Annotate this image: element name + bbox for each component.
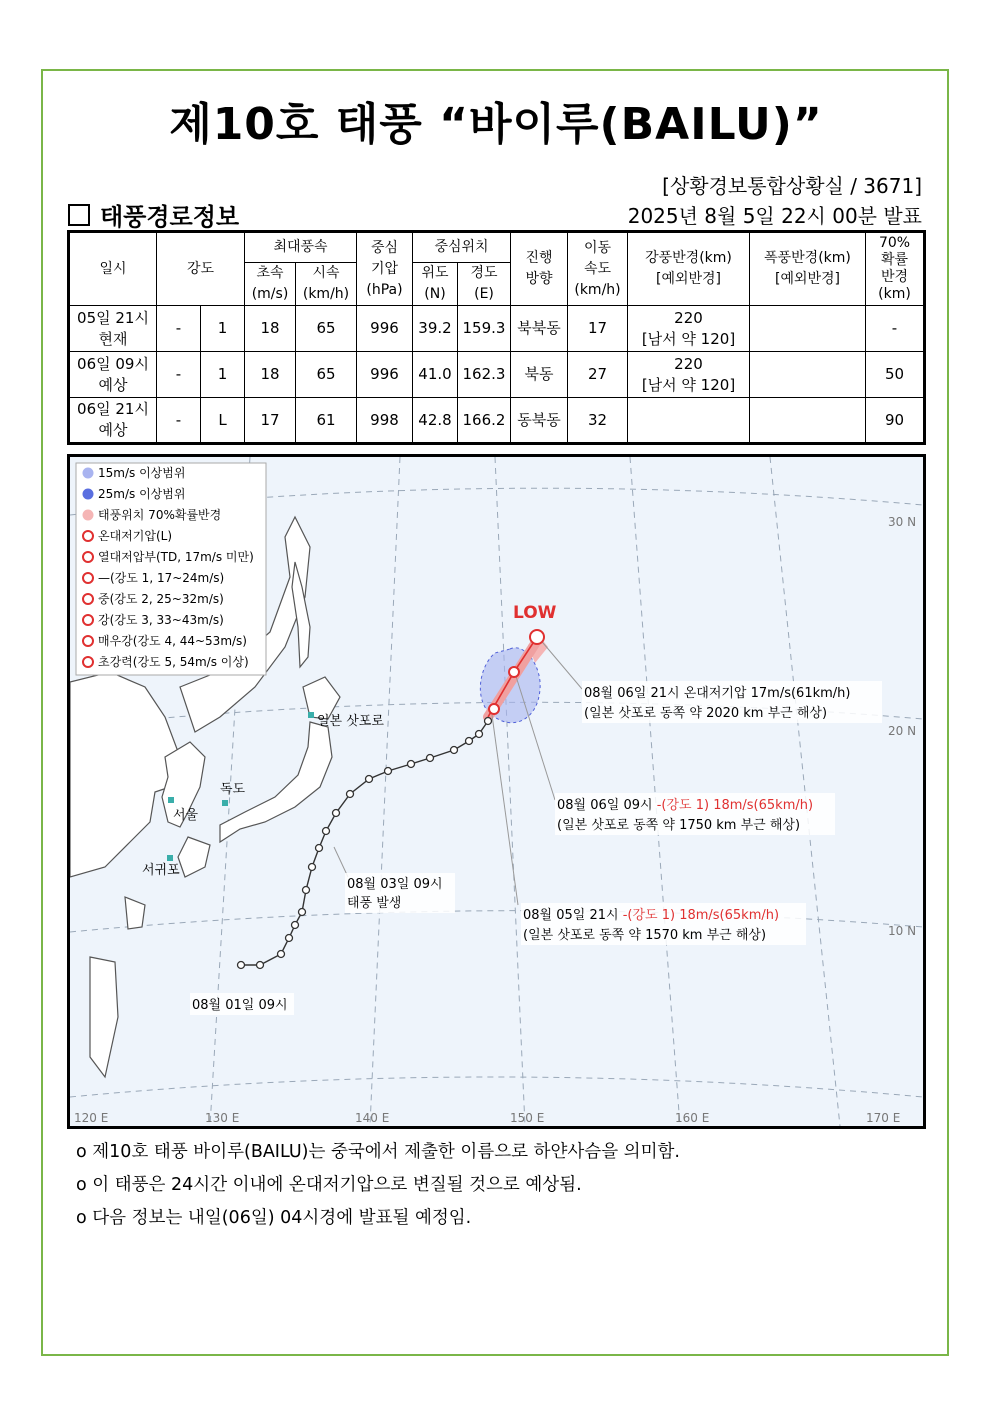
table-row xyxy=(69,398,925,444)
blue-circle xyxy=(83,489,93,499)
cell-time-date: 06일 21시 xyxy=(77,400,149,418)
blue-light-circle xyxy=(83,468,93,478)
seoul-label: 서울 xyxy=(173,808,199,823)
lat-label-10: 10 N xyxy=(888,924,917,938)
low-marker-icon xyxy=(530,630,544,644)
header-strong-wind-line2: [예외반경] xyxy=(655,271,722,287)
track-point xyxy=(323,828,330,835)
header-time: 일시 xyxy=(69,232,157,306)
cell-storm-wind xyxy=(750,352,866,398)
header-storm-wind xyxy=(750,232,866,306)
track-point xyxy=(278,951,285,958)
cell-wind-ms: 18 xyxy=(245,306,296,352)
cell-pressure: 998 xyxy=(357,398,413,444)
track-point xyxy=(299,909,306,916)
cell-strong-wind xyxy=(628,398,750,444)
lat-label-30: 30 N xyxy=(888,515,917,529)
track-point xyxy=(466,738,473,745)
typhoon-info-table xyxy=(67,230,926,445)
cell-time xyxy=(69,306,157,352)
note-line: o 제10호 태풍 바이루(BAILU)는 중국에서 제출한 이름으로 하얀사슴을 의미함. xyxy=(76,1142,680,1162)
cell-size: - xyxy=(157,352,201,398)
legend-label: 매우강(강도 4, 44~53m/s) xyxy=(98,634,247,648)
header-storm-wind-line2: [예외반경] xyxy=(774,271,841,287)
cell-lat: 42.8 xyxy=(413,398,458,444)
header-lat-unit: (N) xyxy=(424,286,446,302)
annotation-3-line1 xyxy=(523,907,779,923)
note-line: o 이 태풍은 24시간 이내에 온대저기압으로 변질될 것으로 예상됨. xyxy=(76,1175,582,1195)
cell-direction: 북동 xyxy=(511,352,568,398)
extratropical-low-icon xyxy=(83,531,93,541)
header-probability xyxy=(866,232,925,306)
cell-wind-kmh: 61 xyxy=(296,398,357,444)
cell-lon: 159.3 xyxy=(458,306,511,352)
track-point xyxy=(366,776,373,783)
cell-lon: 166.2 xyxy=(458,398,511,444)
dokdo-marker xyxy=(222,800,228,806)
cell-probability: - xyxy=(866,306,925,352)
annotation-2-time: 08월 06일 09시 xyxy=(557,798,657,813)
track-point xyxy=(408,761,415,768)
typhoon-super-icon xyxy=(83,657,93,667)
section-heading xyxy=(68,197,239,232)
track-point xyxy=(451,747,458,754)
cell-speed: 27 xyxy=(568,352,628,398)
header-intensity: 강도 xyxy=(157,232,245,306)
cell-pressure: 996 xyxy=(357,306,413,352)
cell-time-status: 현재 xyxy=(98,329,128,348)
header-direction-line2: 방향 xyxy=(525,271,553,287)
seogwipo-label: 서귀포 xyxy=(142,863,180,878)
header-strong-wind-line1: 강풍반경(km) xyxy=(645,250,732,266)
current-position-marker xyxy=(489,704,499,714)
header-pressure-line2: 기압 xyxy=(370,260,399,277)
pink-circle xyxy=(83,510,93,520)
cell-intensity: L xyxy=(201,398,245,444)
legend-label: 25m/s 이상범위 xyxy=(98,487,186,501)
table-row xyxy=(69,352,925,398)
track-point xyxy=(303,887,310,894)
annotation-1-line1: 08월 06일 21시 온대저기압 17m/s(61km/h) xyxy=(584,686,851,701)
annotation-2-line1 xyxy=(557,797,813,813)
lon-label-160: 160 E xyxy=(675,1111,710,1125)
header-wind-kmh xyxy=(296,263,357,306)
legend-label: 15m/s 이상범위 xyxy=(98,466,186,480)
track-point xyxy=(333,810,340,817)
map-legend xyxy=(76,463,266,675)
cell-strong-wind-value: 220 xyxy=(674,354,703,373)
typhoon-track-map xyxy=(67,454,926,1129)
lon-label-140: 140 E xyxy=(355,1111,390,1125)
cell-wind-ms: 17 xyxy=(245,398,296,444)
seoul-marker xyxy=(168,797,174,803)
cell-lon: 162.3 xyxy=(458,352,511,398)
cell-storm-wind xyxy=(750,306,866,352)
header-speed-line2: 속도 xyxy=(583,260,612,277)
cell-size: - xyxy=(157,306,201,352)
announce-time: 2025년 8월 5일 22시 00분 발표 xyxy=(627,204,922,228)
annotation-3-intensity: -(강도 1) 18m/s(65km/h) xyxy=(622,908,780,923)
header-direction-line1: 진행 xyxy=(525,250,553,266)
cell-probability: 90 xyxy=(866,398,925,444)
lon-label-120: 120 E xyxy=(74,1111,109,1125)
legend-label: 태풍위치 70%확률반경 xyxy=(98,508,222,522)
seogwipo-marker xyxy=(167,855,173,861)
cell-time-status: 예상 xyxy=(98,421,128,439)
track-point xyxy=(257,962,264,969)
cell-strong-wind-value: 220 xyxy=(674,308,703,327)
track-point xyxy=(286,935,293,942)
header-wind-kmh-label: 시속 xyxy=(312,265,340,281)
header-wind-ms-label: 초속 xyxy=(256,265,284,281)
checkbox-icon xyxy=(68,204,90,226)
track-point xyxy=(309,864,316,871)
cell-speed: 17 xyxy=(568,306,628,352)
header-wind-kmh-unit: (km/h) xyxy=(302,286,350,302)
cell-lat: 41.0 xyxy=(413,352,458,398)
cell-storm-wind xyxy=(750,398,866,444)
cell-intensity: 1 xyxy=(201,306,245,352)
cell-strong-wind-sub: [남서 약 120] xyxy=(641,329,736,348)
annotation-3-line2: (일본 삿포로 동쪽 약 1570 km 부근 해상) xyxy=(523,928,767,943)
header-max-wind: 최대풍속 xyxy=(245,232,357,263)
legend-label: 초강력(강도 5, 54m/s 이상) xyxy=(98,655,249,669)
header-lon-label: 경도 xyxy=(470,265,498,281)
typhoon-moderate-icon xyxy=(83,594,93,604)
track-point xyxy=(427,755,434,762)
track-point xyxy=(347,791,354,798)
annotation-2-line2: (일본 삿포로 동쪽 약 1750 km 부근 해상) xyxy=(557,818,801,833)
track-point xyxy=(385,768,392,775)
header-pressure xyxy=(357,232,413,306)
cell-wind-kmh: 65 xyxy=(296,352,357,398)
cell-direction: 북북동 xyxy=(511,306,568,352)
header-lat-label: 위도 xyxy=(421,265,449,281)
lon-label-130: 130 E xyxy=(205,1111,240,1125)
cell-time xyxy=(69,398,157,444)
legend-label: 온대저기압(L) xyxy=(98,529,173,543)
header-speed xyxy=(568,232,628,306)
cell-size: - xyxy=(157,398,201,444)
table-row xyxy=(69,306,925,352)
typhoon-strong-icon xyxy=(83,615,93,625)
cell-wind-ms: 18 xyxy=(245,352,296,398)
header-wind-ms-unit: (m/s) xyxy=(251,286,289,302)
header-wind-ms xyxy=(245,263,296,306)
notes xyxy=(76,1136,680,1235)
annotation-4-line1: 08월 03일 09시 xyxy=(347,877,443,892)
header-prob-line3: 반경 xyxy=(880,269,909,285)
legend-label: 열대저압부(TD, 17m/s 미만) xyxy=(98,550,254,564)
low-label: LOW xyxy=(513,603,557,623)
sapporo-label: 일본 삿포로 xyxy=(317,714,384,729)
header-prob-line1: 70% xyxy=(878,235,911,251)
cell-strong-wind-sub: [남서 약 120] xyxy=(641,375,736,394)
cell-speed: 32 xyxy=(568,398,628,444)
legend-label: 강(강도 3, 33~43m/s) xyxy=(98,613,224,627)
header-speed-unit: (km/h) xyxy=(574,281,621,298)
lat-label-20: 20 N xyxy=(888,724,917,738)
header-lon-unit: (E) xyxy=(474,286,494,302)
page-title: 제10호 태풍 “바이루(BAILU)” xyxy=(169,99,823,150)
cell-wind-kmh: 65 xyxy=(296,306,357,352)
typhoon-very-strong-icon xyxy=(83,636,93,646)
section-title: 태풍경로정보 xyxy=(100,203,240,231)
track-point xyxy=(238,962,245,969)
lon-label-170: 170 E xyxy=(866,1111,901,1125)
track-point xyxy=(476,731,483,738)
typhoon-weak-icon xyxy=(83,573,93,583)
header-direction xyxy=(511,232,568,306)
lon-label-150: 150 E xyxy=(510,1111,545,1125)
cell-intensity: 1 xyxy=(201,352,245,398)
cell-strong-wind xyxy=(628,352,750,398)
annotation-4-line2: 태풍 발생 xyxy=(347,896,402,911)
header-speed-line1: 이동 xyxy=(583,239,612,256)
track-point xyxy=(316,845,323,852)
cell-time-date: 06일 09시 xyxy=(77,354,149,373)
cell-time xyxy=(69,352,157,398)
header-prob-line2: 확률 xyxy=(880,252,909,268)
legend-label: 중(강도 2, 25~32m/s) xyxy=(98,592,224,606)
header-strong-wind xyxy=(628,232,750,306)
header-prob-unit: (km) xyxy=(878,286,911,302)
sapporo-marker xyxy=(308,712,314,718)
cell-strong-wind xyxy=(628,306,750,352)
track-point xyxy=(485,718,492,725)
annotation-3-time: 08월 05일 21시 xyxy=(523,908,623,923)
track-point xyxy=(292,922,299,929)
map-svg xyxy=(70,457,923,1126)
cell-time-date: 05일 21시 xyxy=(77,308,149,327)
cell-direction: 동북동 xyxy=(511,398,568,444)
header-lat xyxy=(413,263,458,306)
header-lon xyxy=(458,263,511,306)
header-center: 중심위치 xyxy=(413,232,511,263)
header-pressure-unit: (hPa) xyxy=(366,281,403,298)
cell-time-status: 예상 xyxy=(98,375,128,394)
legend-label: —(강도 1, 17~24m/s) xyxy=(98,571,225,585)
annotation-5-line1: 08월 01일 09시 xyxy=(192,998,288,1013)
cell-lat: 39.2 xyxy=(413,306,458,352)
office-label: [상황경보통합상황실 / 3671] xyxy=(662,174,922,198)
annotation-1-line2: (일본 삿포로 동쪽 약 2020 km 부근 해상) xyxy=(584,706,828,721)
cell-pressure: 996 xyxy=(357,352,413,398)
note-line: o 다음 정보는 내일(06일) 04시경에 발표될 예정임. xyxy=(76,1208,472,1228)
header-pressure-line1: 중심 xyxy=(370,239,399,256)
header-storm-wind-line1: 폭풍반경(km) xyxy=(764,250,851,266)
cell-probability: 50 xyxy=(866,352,925,398)
tropical-depression-icon xyxy=(83,552,93,562)
forecast-06-09-marker xyxy=(509,667,519,677)
dokdo-label: 독도 xyxy=(220,782,246,797)
annotation-2-intensity: -(강도 1) 18m/s(65km/h) xyxy=(656,798,814,813)
